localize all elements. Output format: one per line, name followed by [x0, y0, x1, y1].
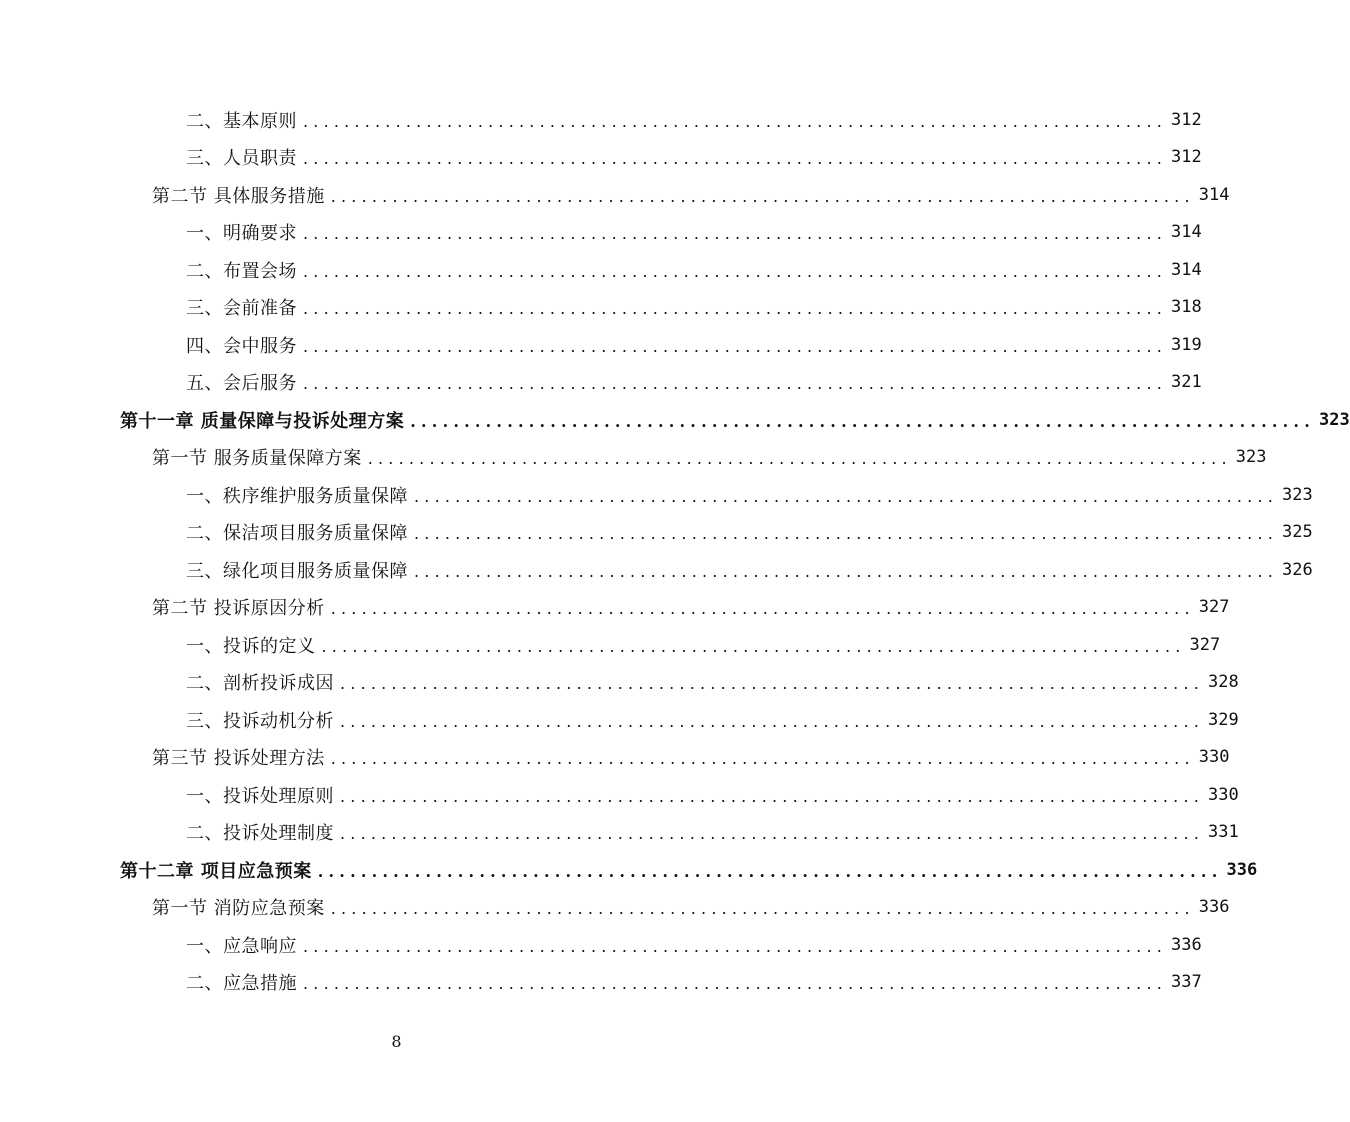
toc-entry[interactable] [0, 364, 1202, 402]
toc-entry-page: 314 [1171, 222, 1202, 243]
toc-entry[interactable] [0, 814, 1239, 852]
toc-entry-page: 331 [1208, 822, 1239, 843]
toc-entry-label: 五、会后服务 [186, 373, 297, 395]
dot-leader: .................................................................................... [317, 861, 1223, 881]
dot-leader: .................................................................................... [303, 374, 1168, 394]
toc-entry-label: 一、应急响应 [186, 935, 297, 957]
toc-entry-label: 四、会中服务 [186, 335, 297, 357]
dot-leader: .................................................................................... [303, 299, 1168, 319]
dot-leader: .................................................................................... [340, 674, 1205, 694]
toc-entry-label: 第十一章 质量保障与投诉处理方案 [120, 410, 405, 432]
toc-entry-page: 323 [1282, 484, 1313, 505]
toc-entry[interactable] [0, 514, 1313, 552]
toc-entry-page: 327 [1198, 597, 1230, 618]
toc-entry-label: 一、投诉处理原则 [186, 785, 334, 807]
toc-entry[interactable] [0, 289, 1202, 327]
dot-leader: .................................................................................... [410, 411, 1315, 431]
toc-entry[interactable] [0, 476, 1313, 514]
toc-entry-label: 二、保洁项目服务质量保障 [186, 523, 408, 545]
toc-chapter-entry[interactable] [0, 401, 1350, 439]
toc-entry-label: 第一节 服务质量保障方案 [152, 448, 362, 470]
toc-entry[interactable] [0, 176, 1230, 214]
toc-entry-page: 312 [1171, 109, 1202, 130]
dot-leader: .................................................................................... [330, 599, 1195, 619]
toc-entry-page: 336 [1226, 859, 1258, 880]
toc-entry[interactable] [0, 551, 1313, 589]
toc-entry-label: 第十二章 项目应急预案 [120, 860, 312, 882]
dot-leader: .................................................................................... [303, 224, 1168, 244]
toc-entry-page: 314 [1198, 184, 1230, 205]
toc-entry-label: 一、投诉的定义 [186, 635, 316, 657]
toc-entry-page: 312 [1171, 147, 1202, 168]
toc-entry-label: 二、投诉处理制度 [186, 823, 334, 845]
dot-leader: .................................................................................... [340, 786, 1205, 806]
toc-entry-label: 三、会前准备 [186, 298, 297, 320]
dot-leader: .................................................................................... [414, 561, 1279, 581]
toc-entry[interactable] [0, 701, 1239, 739]
page-number: 8 [391, 1032, 402, 1051]
dot-leader: .................................................................................... [330, 186, 1195, 206]
toc-entry[interactable] [0, 326, 1202, 364]
toc-entry[interactable] [0, 439, 1267, 477]
toc-entry-page: 328 [1208, 672, 1239, 693]
toc-entry-label: 三、投诉动机分析 [186, 710, 334, 732]
toc-entry-label: 一、明确要求 [186, 223, 297, 245]
toc-entry-label: 二、布置会场 [186, 260, 297, 282]
dot-leader: .................................................................................... [414, 486, 1279, 506]
toc-entry-page: 323 [1318, 409, 1350, 430]
toc-entry-label: 二、基本原则 [186, 110, 297, 132]
toc-entry-page: 325 [1282, 522, 1313, 543]
dot-leader: .................................................................................... [340, 711, 1205, 731]
toc-entry[interactable] [0, 664, 1239, 702]
toc-entry[interactable] [0, 776, 1239, 814]
toc-entry-label: 第一节 消防应急预案 [152, 898, 325, 920]
toc-entry-page: 330 [1208, 784, 1239, 805]
dot-leader: .................................................................................... [303, 974, 1168, 994]
toc-entry-label: 第二节 具体服务措施 [152, 185, 325, 207]
dot-leader: .................................................................................... [321, 636, 1186, 656]
dot-leader: .................................................................................... [303, 336, 1168, 356]
dot-leader: .................................................................................... [303, 936, 1168, 956]
toc-entry[interactable] [0, 739, 1230, 777]
toc-entry[interactable] [0, 964, 1202, 1002]
toc-entry-label: 三、绿化项目服务质量保障 [186, 560, 408, 582]
toc-entry-label: 第三节 投诉处理方法 [152, 748, 325, 770]
dot-leader: .................................................................................... [367, 449, 1232, 469]
toc-entry-page: 319 [1171, 334, 1202, 355]
toc-entry-page: 323 [1235, 447, 1267, 468]
toc-entry-page: 337 [1171, 972, 1202, 993]
dot-leader: .................................................................................... [303, 111, 1168, 131]
dot-leader: .................................................................................... [340, 824, 1205, 844]
toc-entry[interactable] [0, 101, 1202, 139]
toc-entry-page: 336 [1198, 897, 1230, 918]
toc-entry-page: 321 [1171, 372, 1202, 393]
toc-entry[interactable] [0, 139, 1202, 177]
toc-entry-page: 314 [1171, 259, 1202, 280]
toc-entry-label: 第二节 投诉原因分析 [152, 598, 325, 620]
toc-entry-page: 329 [1208, 709, 1239, 730]
toc-entry-page: 326 [1282, 559, 1313, 580]
dot-leader: .................................................................................... [330, 749, 1195, 769]
toc-entry[interactable] [0, 626, 1221, 664]
toc-entry[interactable] [0, 251, 1202, 289]
dot-leader: .................................................................................... [303, 261, 1168, 281]
dot-leader: .................................................................................... [303, 149, 1168, 169]
toc-entry-page: 336 [1171, 934, 1202, 955]
toc-entry-page: 318 [1171, 297, 1202, 318]
toc-entry-label: 二、应急措施 [186, 973, 297, 995]
toc-entry[interactable] [0, 926, 1202, 964]
table-of-contents [0, 101, 1350, 1001]
toc-entry-page: 330 [1198, 747, 1230, 768]
toc-entry[interactable] [0, 889, 1230, 927]
dot-leader: .................................................................................... [330, 899, 1195, 919]
toc-entry-label: 一、秩序维护服务质量保障 [186, 485, 408, 507]
toc-chapter-entry[interactable] [0, 851, 1258, 889]
toc-entry-label: 二、剖析投诉成因 [186, 673, 334, 695]
dot-leader: .................................................................................... [414, 524, 1279, 544]
toc-entry[interactable] [0, 589, 1230, 627]
toc-entry-label: 三、人员职责 [186, 148, 297, 170]
toc-entry[interactable] [0, 214, 1202, 252]
toc-entry-page: 327 [1189, 634, 1221, 655]
